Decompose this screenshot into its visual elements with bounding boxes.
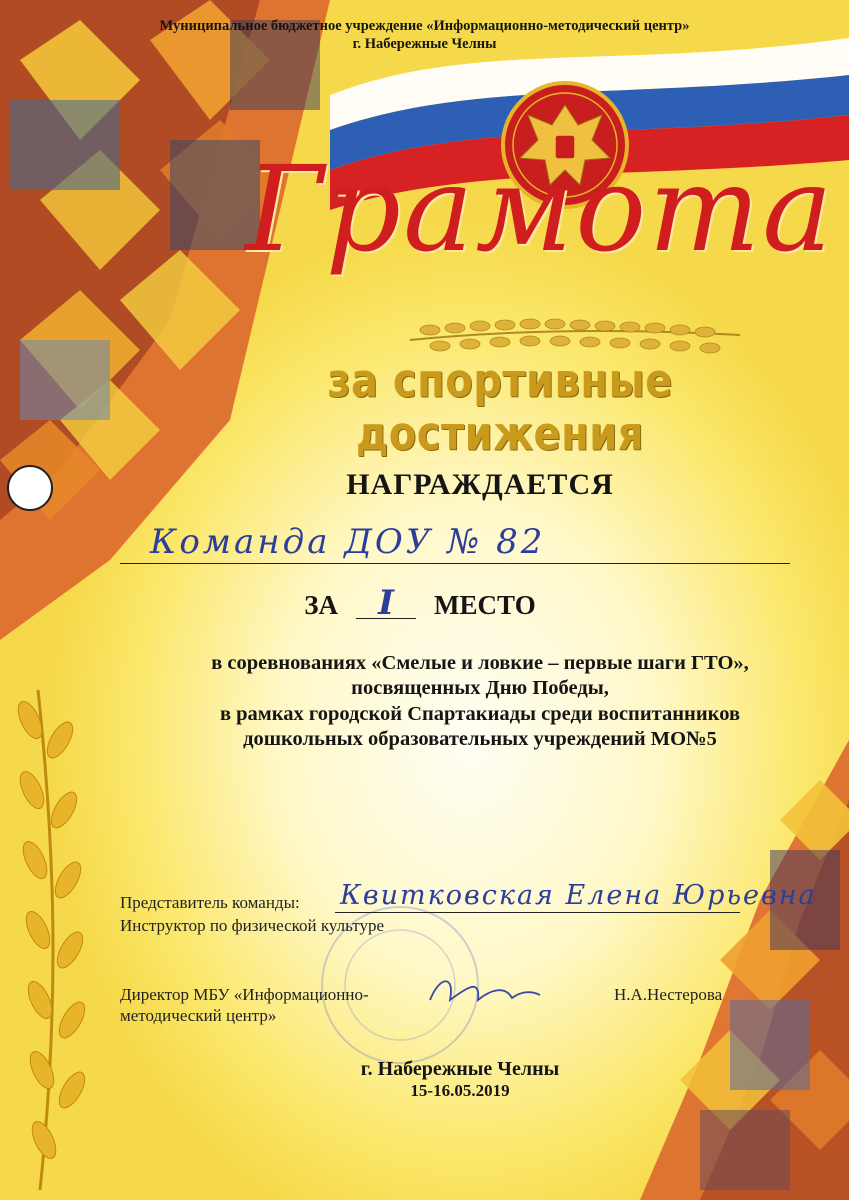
representative-label: Представитель команды:: [120, 893, 300, 912]
wheat-ornament-icon: [410, 319, 740, 353]
description-line: дошкольных образовательных учреждений МО№5: [243, 728, 717, 750]
place-value: I: [356, 588, 416, 619]
recipient-underline: [120, 563, 790, 564]
representative-role: Инструктор по физической культуре: [120, 916, 385, 935]
director-title-line1: Директор МБУ «Информационно-: [120, 985, 369, 1004]
description-line: в соревнованиях «Смелые и ловкие – первые шаги ГТО»,: [211, 652, 749, 674]
representative-name: Квитковская Елена Юрьевна: [340, 880, 817, 911]
director-name: Н.А.Нестерова: [614, 985, 723, 1004]
laurel-branch-icon: [13, 690, 89, 1190]
issuer-name: Муниципальное бюджетное учреждение «Информационно-методический центр»: [159, 18, 690, 34]
right-mosaic: [640, 740, 849, 1200]
recipient-name: Команда ДОУ № 82: [150, 522, 546, 562]
place-prefix: ЗА: [304, 590, 339, 620]
place-suffix: МЕСТО: [434, 590, 536, 620]
director-signature: [430, 981, 540, 1000]
place-line: [120, 583, 720, 623]
description-line: в рамках городской Спартакиады среди воспитанников: [219, 703, 741, 725]
issuer-city: г. Набережные Челны: [352, 36, 497, 52]
representative-underline: [335, 912, 740, 913]
description-line: посвященных Дню Победы,: [351, 677, 609, 699]
certificate-title: Грамота: [245, 140, 835, 278]
certificate-subtitle: за спортивные достижения: [327, 355, 673, 461]
footer-city: г. Набережные Челны: [360, 1058, 560, 1080]
footer-date: 15-16.05.2019: [410, 1081, 510, 1100]
director-title-line2: методический центр»: [120, 1006, 277, 1025]
awarded-heading: НАГРАЖДАЕТСЯ: [346, 468, 614, 501]
